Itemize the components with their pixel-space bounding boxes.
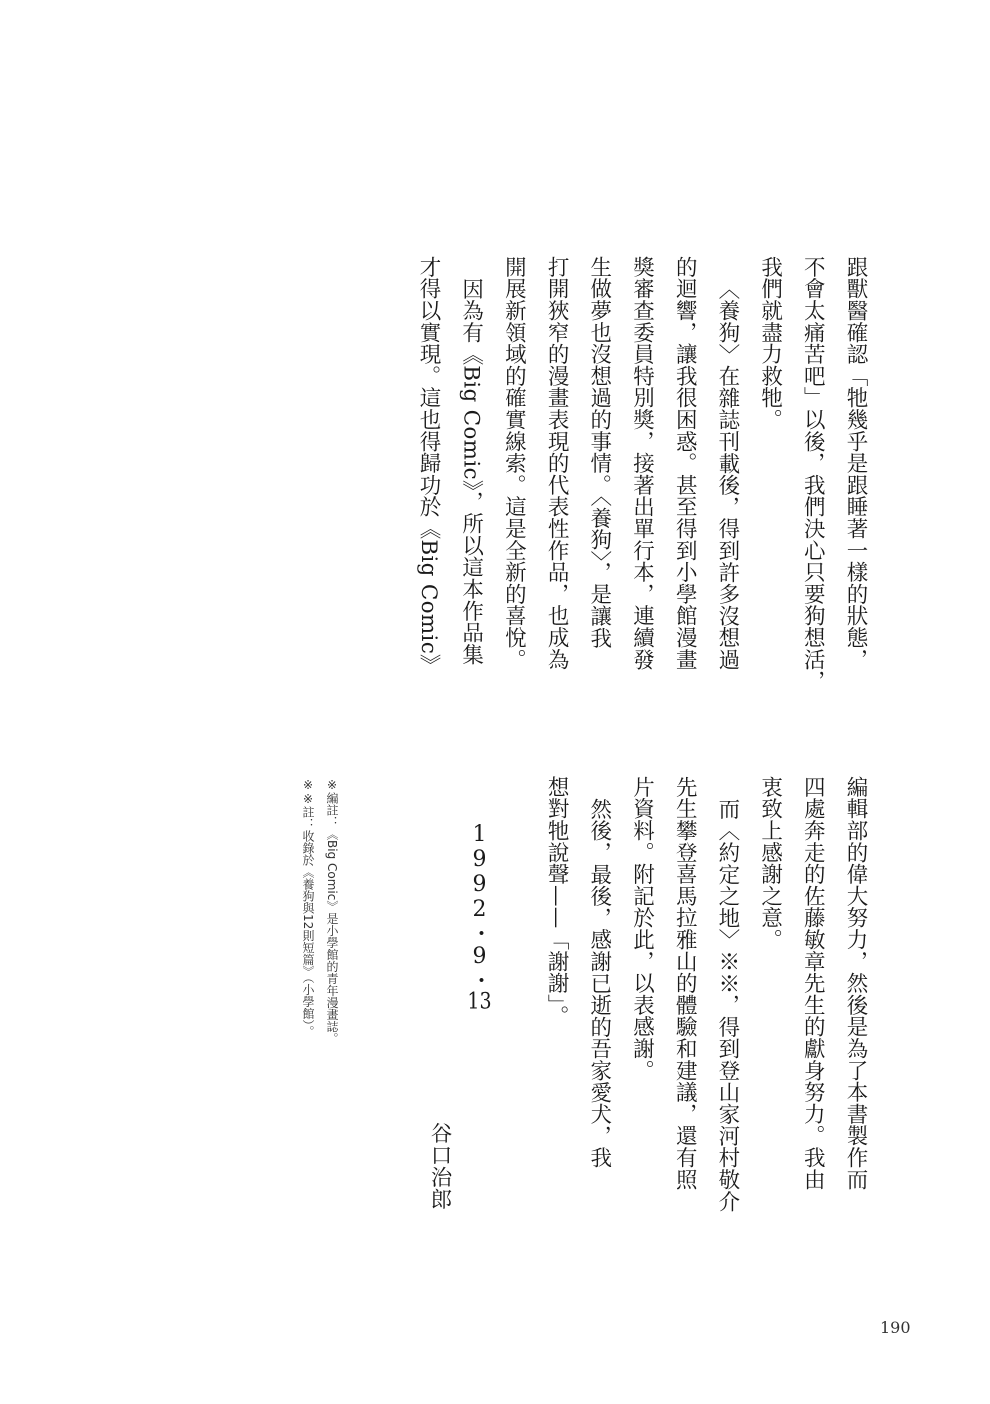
text-line: 打開狹窄的漫畫表現的代表性作品，也成為	[544, 256, 570, 671]
date-day: 13	[467, 991, 492, 1013]
text-block-top	[406, 256, 876, 716]
text-line: 生做夢也沒想過的事情。〈養狗〉，是讓我	[586, 256, 612, 649]
footnotes	[296, 778, 344, 1044]
text-line: 然後，最後，感謝已逝的吾家愛犬，我	[586, 798, 612, 1169]
page-number: 190	[880, 1318, 911, 1337]
text-line: 片資料。附記於此，以表感謝。	[629, 776, 655, 1082]
date-separator: ・	[467, 969, 492, 991]
date-month: 9	[467, 944, 492, 969]
date-year: 1992	[467, 822, 492, 922]
text-line: 編輯部的偉大努力，然後是為了本書製作而	[843, 776, 868, 1191]
text-line: 不會太痛苦吧」以後，我們決心只要狗想活，	[800, 256, 826, 692]
text-line: 因為有《Big Comic》，所以這本作品集	[458, 278, 484, 666]
text-line: 先生攀登喜馬拉雅山的體驗和建議，還有照	[672, 776, 698, 1191]
text-line: 跟獸醫確認「牠幾乎是跟睡著一樣的狀態，	[843, 256, 868, 671]
text-block-bottom	[534, 776, 876, 1236]
text-line: 獎審查委員特別獎，接著出單行本，連續發	[629, 256, 655, 671]
footnote: ※編註：《Big Comic》是小學館的青年漫畫誌。	[325, 778, 339, 1045]
text-line: 衷致上感謝之意。	[757, 776, 783, 951]
text-line: 而〈約定之地〉※※，得到登山家河村敬介	[714, 798, 740, 1213]
text-line: 我們就盡力救牠。	[757, 256, 783, 431]
text-line: 開展新領域的確實線索。這是全新的喜悅。	[501, 256, 527, 671]
footnote: ※※註：收錄於《養狗與12則短篇》（小學館）。	[301, 778, 315, 1038]
date-separator: ・	[467, 922, 492, 944]
date	[466, 822, 492, 1013]
text-line: 想對牠說聲——「謝謝」。	[544, 776, 570, 1027]
text-line: 四處奔走的佐藤敏章先生的獻身努力。我由	[800, 776, 826, 1191]
text-line: 〈養狗〉在雜誌刊載後，得到許多沒想過	[714, 278, 740, 671]
text-line: 的迴響，讓我很困惑。甚至得到小學館漫畫	[672, 256, 698, 671]
text-line: 才得以實現。這也得歸功於《Big Comic》	[415, 256, 441, 676]
author-signature: 谷口治郎	[427, 1122, 452, 1210]
